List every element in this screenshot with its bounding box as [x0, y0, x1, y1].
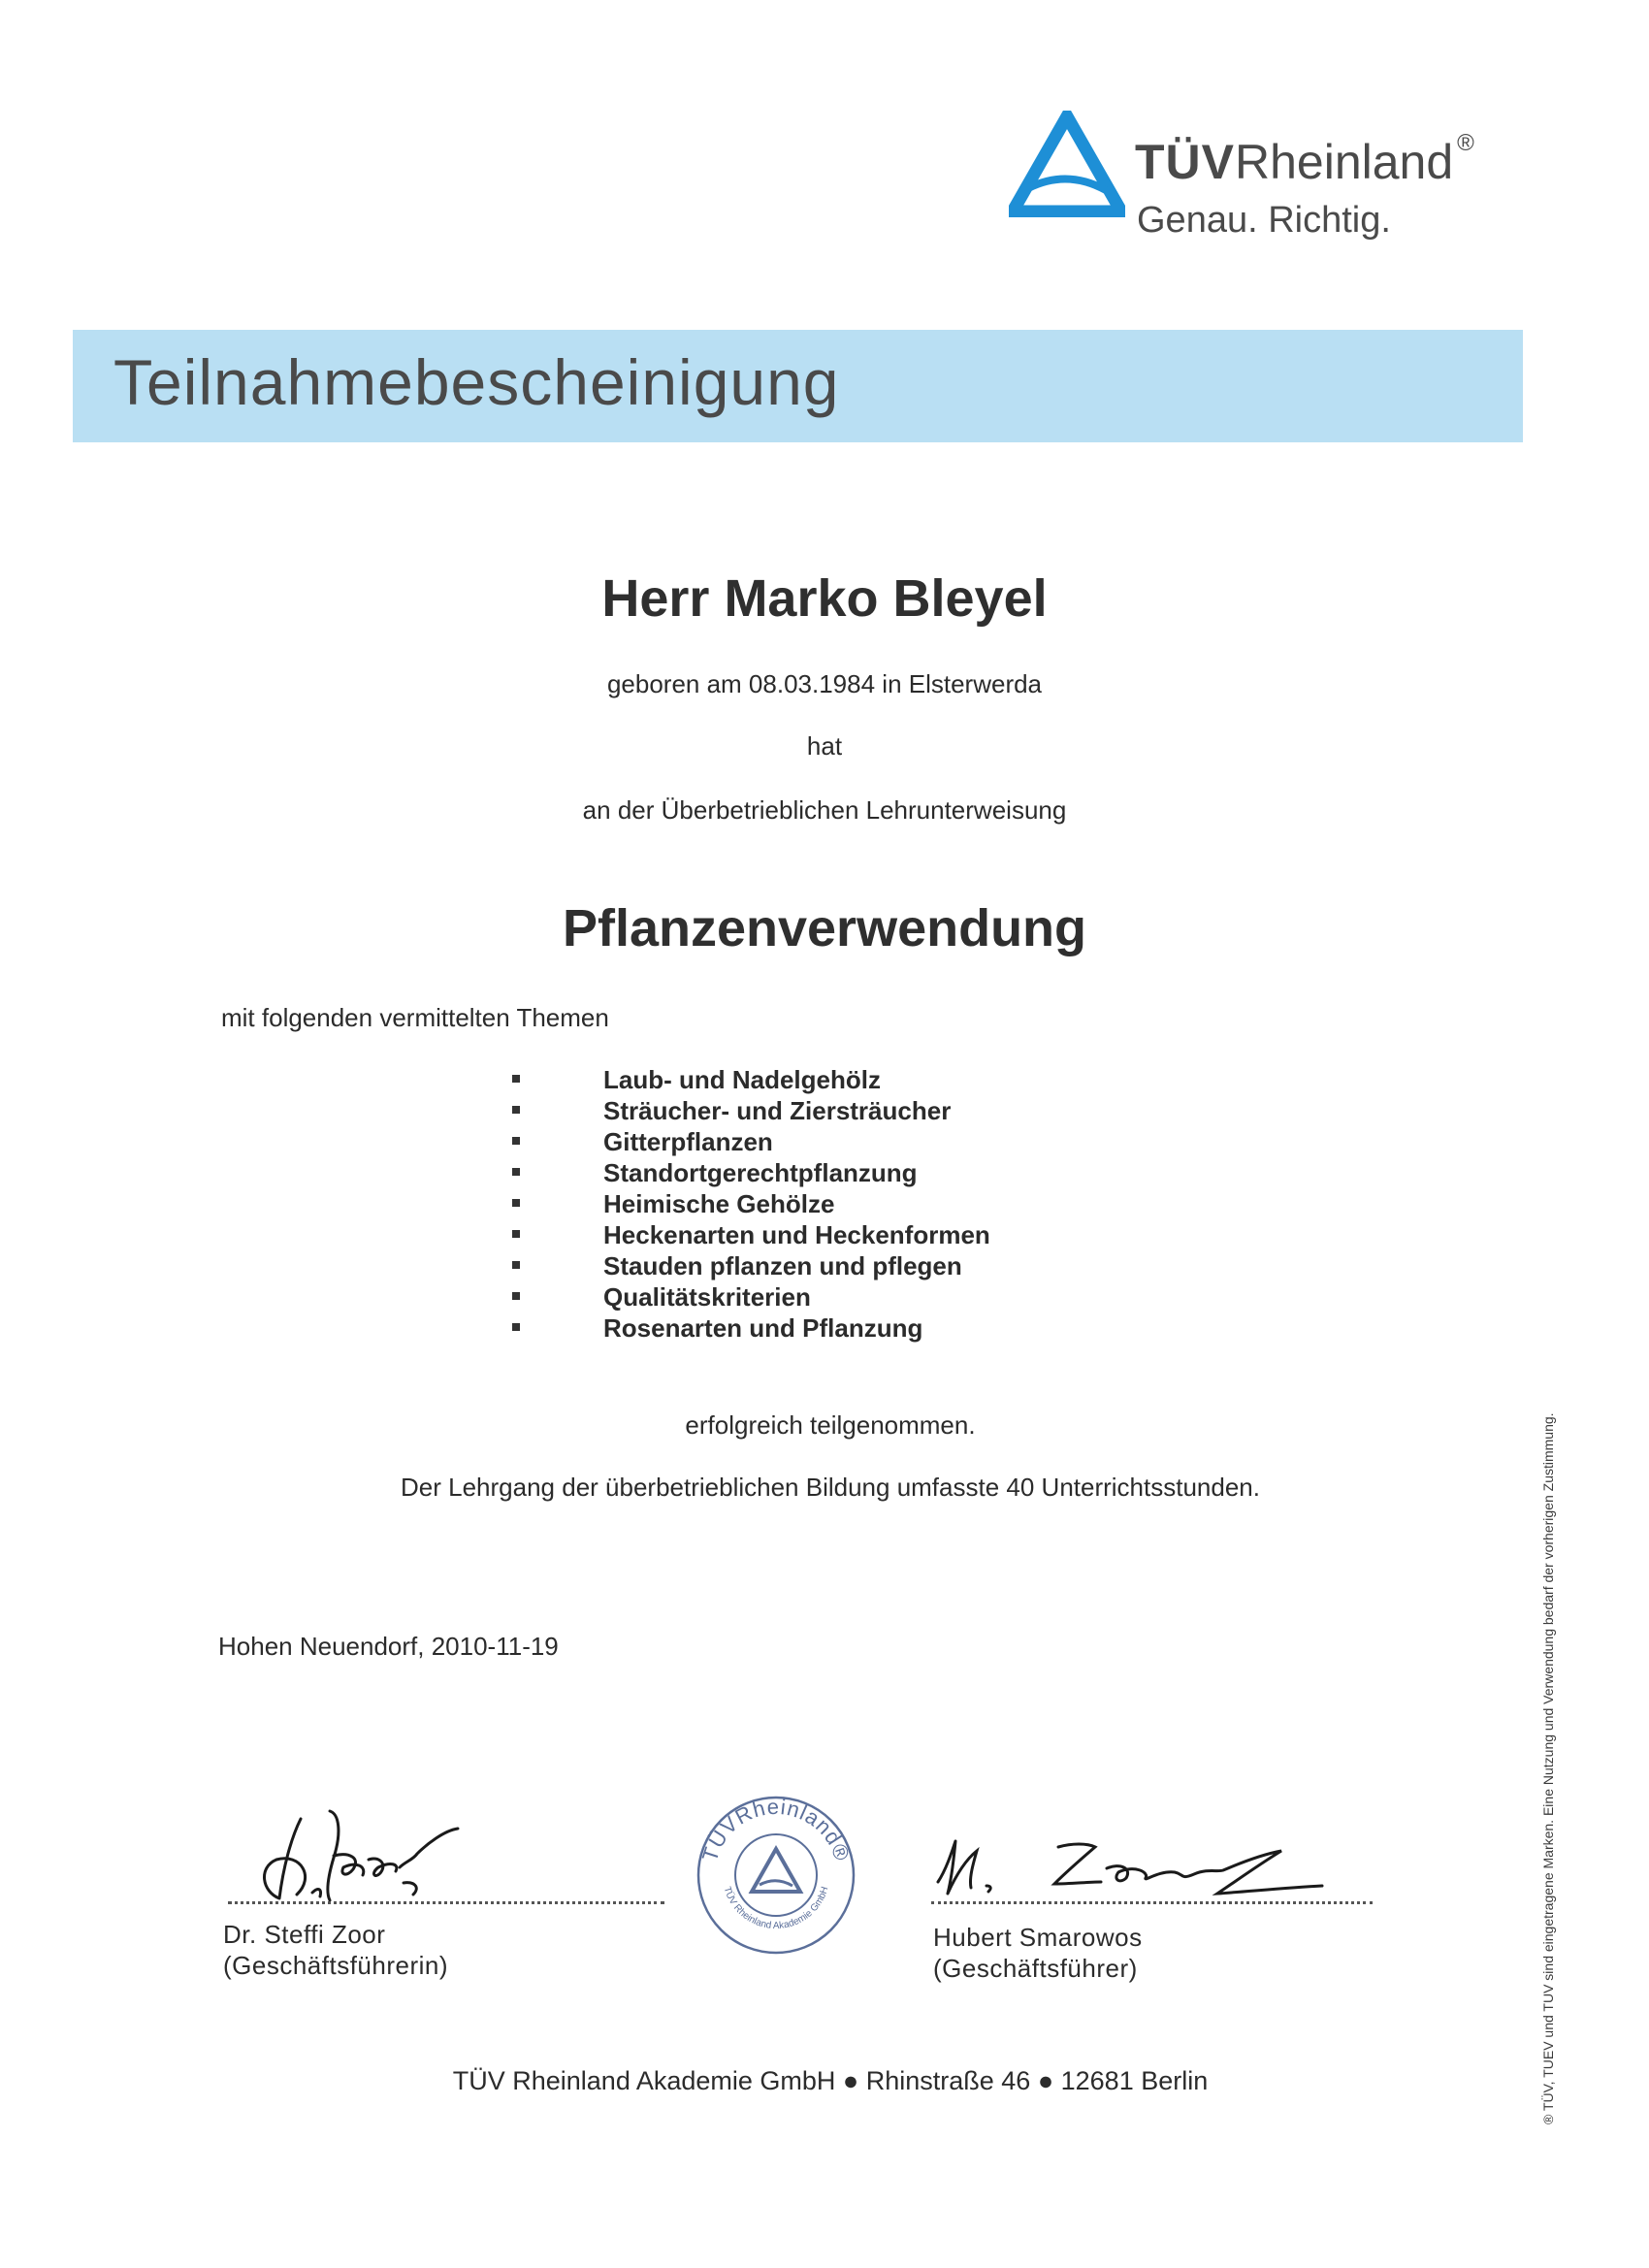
tuv-triangle-icon — [1009, 111, 1125, 217]
topics-list — [504, 1065, 990, 1345]
list-item — [504, 1313, 990, 1345]
topic-label: Qualitätskriterien — [603, 1282, 811, 1312]
signer-left-name: Dr. Steffi Zoor — [223, 1920, 386, 1949]
topic-label: Rosenarten und Pflanzung — [603, 1313, 923, 1343]
brand-slogan: Genau. Richtig. — [1137, 200, 1391, 241]
place-date: Hohen Neuendorf, 2010-11-19 — [218, 1632, 559, 1661]
bullet-icon — [512, 1106, 520, 1114]
topics-intro: mit folgenden vermittelten Themen — [221, 1003, 609, 1032]
bullet-icon — [512, 1292, 520, 1300]
hours-text: Der Lehrgang der überbetrieblichen Bildung umfasste 40 Unterrichtsstunden. — [401, 1473, 1260, 1502]
list-item — [504, 1251, 990, 1282]
registered-mark: ® — [1457, 130, 1474, 156]
list-item — [504, 1096, 990, 1127]
bullet-icon — [512, 1323, 520, 1331]
topic-label: Laub- und Nadelgehölz — [603, 1065, 881, 1094]
signer-right — [933, 1922, 1143, 1984]
signature-right-handwriting — [926, 1833, 1334, 1911]
result-text: erfolgreich teilgenommen. — [685, 1410, 976, 1440]
birth-line: geboren am 08.03.1984 in Elsterwerda — [606, 669, 1043, 698]
topic-label: Gitterpflanzen — [603, 1127, 773, 1156]
footer-address: TÜV Rheinland Akademie GmbH ● Rhinstraße 46 ● 12681 Berlin — [452, 2066, 1209, 2095]
list-item — [504, 1065, 990, 1096]
company-stamp — [694, 1793, 858, 1958]
signer-right-role: (Geschäftsführer) — [933, 1954, 1138, 1983]
title-band — [73, 330, 1523, 442]
bullet-icon — [512, 1199, 520, 1207]
bullet-icon — [512, 1075, 520, 1083]
list-item — [504, 1189, 990, 1220]
list-item — [504, 1282, 990, 1313]
intro-text: an der Überbetrieblichen Lehrunterweisung — [582, 795, 1067, 825]
course-title: Pflanzenverwendung — [562, 899, 1087, 957]
topic-label: Stauden pflanzen und pflegen — [603, 1251, 962, 1280]
brand-regular: Rheinland — [1235, 135, 1454, 189]
hat-text: hat — [806, 731, 843, 761]
signature-line-right — [931, 1901, 1373, 1904]
stamp-outer-text: TÜVRheinland® — [696, 1794, 856, 1864]
signer-left-role: (Geschäftsführerin) — [223, 1951, 449, 1980]
list-item — [504, 1158, 990, 1189]
recipient-name: Herr Marko Bleyel — [601, 569, 1048, 628]
bullet-icon — [512, 1230, 520, 1238]
bullet-icon — [512, 1261, 520, 1269]
topic-label: Heimische Gehölze — [603, 1189, 835, 1218]
list-item — [504, 1127, 990, 1158]
svg-text:TÜVRheinland® — [697, 1795, 855, 1864]
document-title: Teilnahmebescheinigung — [113, 346, 840, 418]
signer-right-name: Hubert Smarowos — [933, 1923, 1143, 1952]
signature-left-handwriting — [233, 1799, 466, 1911]
bullet-icon — [512, 1137, 520, 1145]
topic-label: Standortgerechtpflanzung — [603, 1158, 918, 1187]
signer-left — [223, 1919, 448, 1981]
stamp-inner-text: TÜV Rheinland Akademie GmbH — [721, 1885, 831, 1932]
brand-name — [1135, 130, 1474, 190]
tuv-logo — [1009, 105, 1523, 250]
brand-bold: TÜV — [1135, 135, 1235, 189]
bullet-icon — [512, 1168, 520, 1176]
trademark-notice: ® TÜV, TUEV und TUV sind eingetragene Marken. Eine Nutzung und Verwendung bedarf der vorherigen Zustimmung. — [1540, 1412, 1556, 2124]
topic-label: Sträucher- und Ziersträucher — [603, 1096, 952, 1125]
signature-line-left — [228, 1901, 664, 1904]
topic-label: Heckenarten und Heckenformen — [603, 1220, 990, 1249]
list-item — [504, 1220, 990, 1251]
